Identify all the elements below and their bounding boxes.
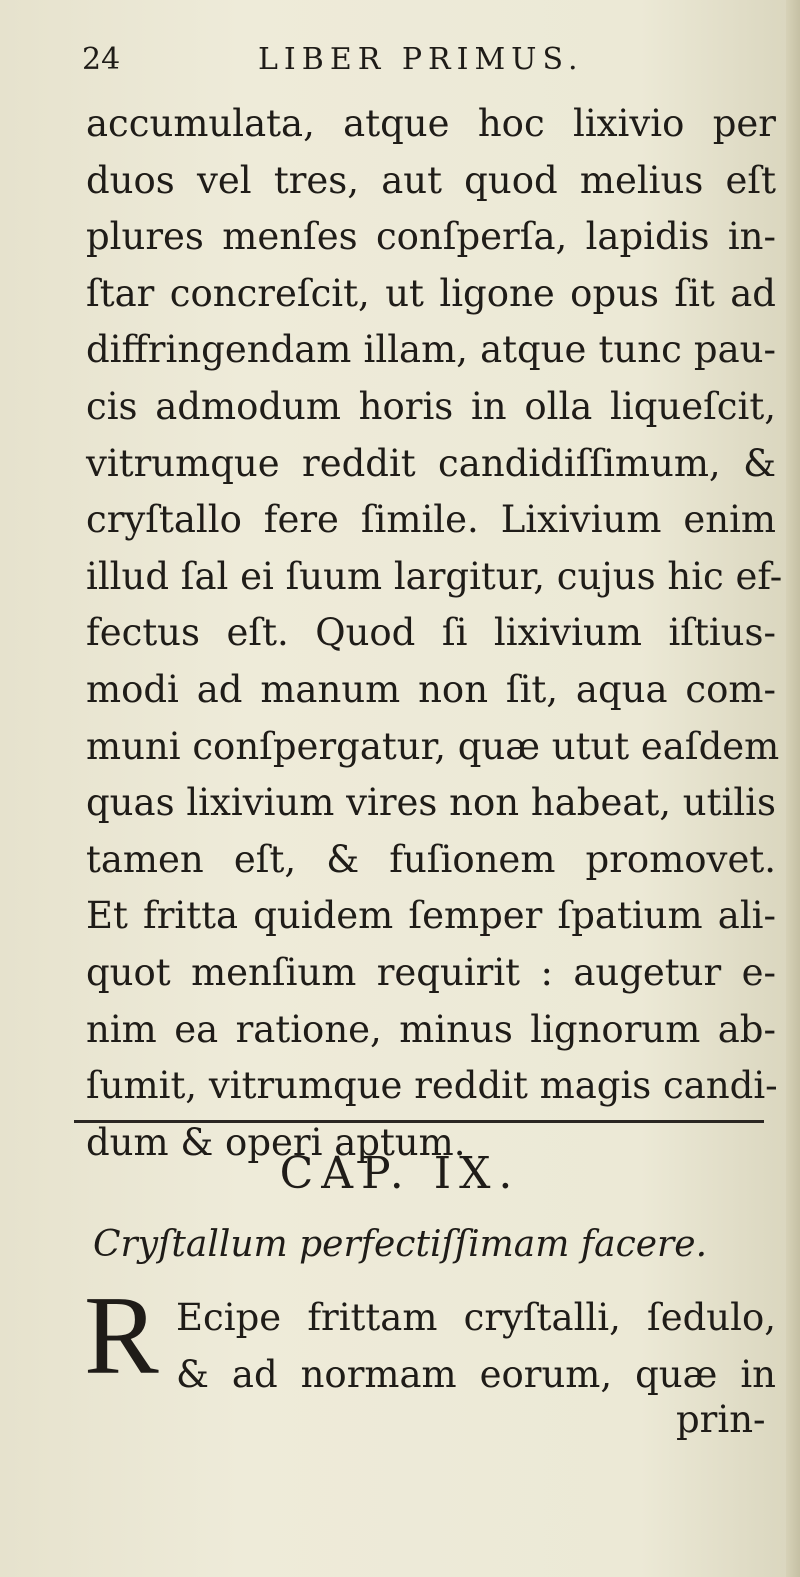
text-line: Et fritta quidem ſemper ſpatium ali-: [86, 894, 776, 938]
text-line: quot menſium requirit : augetur e-: [86, 950, 776, 994]
text-line: tamen eſt, & fuſionem promovet.: [86, 837, 776, 881]
text-line: accumulata, atque hoc lixivio per: [86, 102, 776, 145]
text-line: cis admodum horis in olla liqueſcit,: [86, 384, 776, 428]
body-text: [86, 96, 783, 1171]
page-number: 24: [82, 42, 121, 77]
chapter-heading: CAP. IX.: [279, 1148, 521, 1199]
text-line: duos vel tres, aut quod melius eſt: [86, 158, 776, 202]
text-line: muni conſpergatur, quæ utut eaſdem: [86, 724, 780, 768]
text-line: modi ad manum non ſit, aqua com-: [86, 667, 776, 711]
text-line: ſumit, vitrumque reddit magis candi-: [86, 1064, 778, 1108]
text-line: & ad normam eorum, quæ in: [176, 1352, 776, 1396]
text-line: quas lixivium vires non habeat, utilis: [86, 781, 776, 825]
catchword: prin-: [676, 1398, 766, 1441]
drop-cap-initial: R: [84, 1274, 159, 1398]
text-line: illud ſal ei ſuum largitur, cujus hic ef-: [86, 554, 783, 598]
section-rule: [74, 1120, 764, 1123]
text-line: Ecipe frittam cryſtalli, ſedulo,: [176, 1296, 776, 1339]
text-line: fectus eſt. Quod ſi lixivium iſtius-: [86, 611, 776, 655]
text-line: diffringendam illam, atque tunc pau-: [86, 328, 776, 372]
text-line: cryſtallo fere ſimile. Lixivium enim: [86, 498, 776, 542]
text-line: vitrumque reddit candidiſſimum, &: [86, 441, 776, 485]
chapter-text: [176, 1290, 776, 1403]
text-line: nim ea ratione, minus lignorum ab-: [86, 1007, 776, 1051]
text-line: plures menſes conſperſa, lapidis in-: [86, 215, 776, 259]
chapter-title: Cryſtallum perfectiſſimam facere.: [92, 1224, 708, 1265]
page-header: [82, 42, 782, 92]
running-head: LIBER PRIMUS.: [258, 42, 584, 77]
page-edge: [786, 0, 800, 1577]
text-line: ſtar concreſcit, ut ligone opus ſit ad: [86, 271, 776, 315]
text-line: dum & operi aptum.: [86, 1120, 466, 1164]
